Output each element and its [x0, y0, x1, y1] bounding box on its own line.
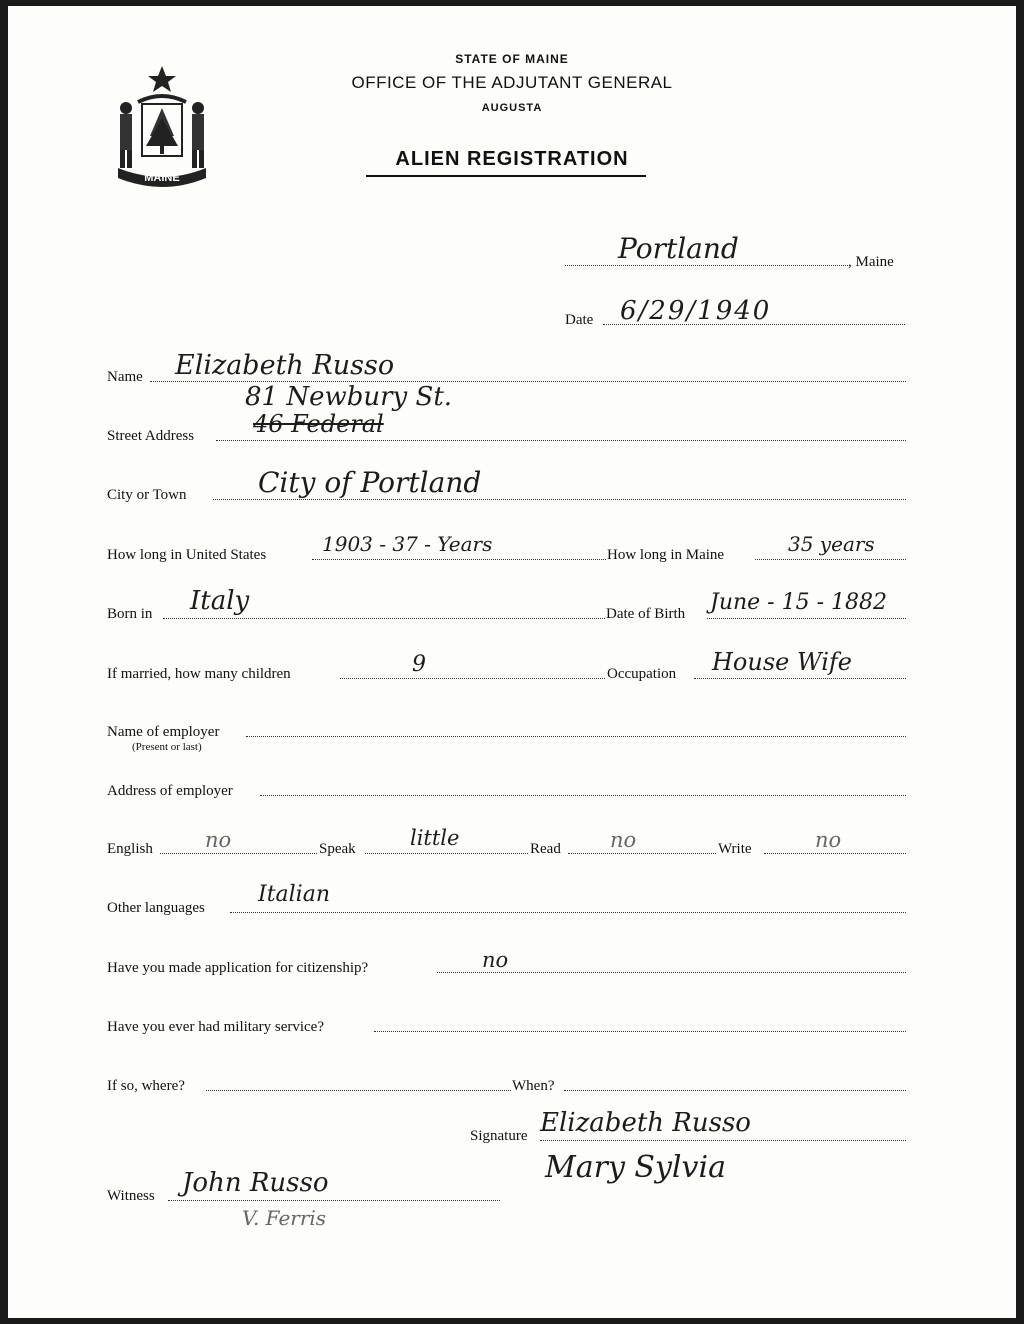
other-languages-line [230, 912, 906, 913]
read-label: Read [530, 841, 561, 857]
employer-address-line [260, 795, 906, 796]
when-line [564, 1090, 906, 1091]
write-line [764, 853, 906, 854]
state-heading: STATE OF MAINE [455, 52, 569, 66]
witness-line [168, 1200, 500, 1201]
city-line [213, 499, 906, 500]
read-value: no [610, 828, 637, 852]
place-value: Portland [618, 232, 739, 265]
employer-label: Name of employer [107, 724, 220, 740]
street-old-value: 46 Federal [253, 410, 384, 438]
english-label: English [107, 841, 153, 857]
military-line [374, 1031, 906, 1032]
witness-value: John Russo [182, 1168, 329, 1198]
where-line [206, 1090, 511, 1091]
how-long-me-value: 35 years [788, 532, 875, 556]
form-page [8, 6, 1016, 1318]
signature-value: Elizabeth Russo [540, 1108, 751, 1138]
name-label: Name [107, 369, 143, 385]
employer-line [246, 736, 906, 737]
dob-label: Date of Birth [606, 606, 686, 622]
citizenship-label: Have you made application for citizenship? [107, 960, 369, 976]
seal-banner-text: MAINE [144, 172, 180, 184]
other-languages-label: Other languages [107, 900, 205, 916]
how-long-me-label: How long in Maine [607, 547, 725, 563]
children-line [340, 678, 605, 679]
english-line [160, 853, 317, 854]
witness-value-2: V. Ferris [242, 1206, 327, 1230]
write-value: no [815, 828, 842, 852]
employer-address-label: Address of employer [107, 783, 233, 799]
date-value: 6/29/1940 [620, 296, 772, 326]
city-value: City of Portland [258, 466, 482, 499]
page-title: ALIEN REGISTRATION [395, 148, 629, 170]
how-long-us-line [312, 559, 606, 560]
born-in-line [163, 618, 605, 619]
name-value: Elizabeth Russo [175, 350, 395, 381]
dob-line [707, 618, 906, 619]
military-label: Have you ever had military service? [107, 1019, 324, 1035]
other-languages-value: Italian [258, 882, 331, 907]
occupation-value: House Wife [712, 648, 852, 676]
occupation-line [694, 678, 906, 679]
children-value: 9 [412, 652, 426, 677]
how-long-us-label: How long in United States [107, 547, 267, 563]
when-label: When? [512, 1078, 555, 1094]
street-label: Street Address [107, 428, 195, 444]
speak-value: little [410, 826, 460, 850]
born-in-value: Italy [190, 586, 250, 616]
title-underline [366, 175, 646, 177]
where-label: If so, where? [107, 1078, 185, 1094]
witness-label: Witness [107, 1188, 155, 1204]
street-new-value: 81 Newbury St. [245, 382, 453, 412]
write-label: Write [718, 841, 752, 857]
street-line [216, 440, 906, 441]
signature-value-2: Mary Sylvia [545, 1150, 726, 1185]
signature-line [540, 1140, 906, 1141]
dob-value: June - 15 - 1882 [710, 590, 887, 615]
city-heading: AUGUSTA [481, 102, 543, 114]
citizenship-line [437, 972, 906, 973]
maine-label: , Maine [848, 254, 894, 270]
city-label: City or Town [107, 487, 187, 503]
children-label: If married, how many children [107, 666, 291, 682]
read-line [568, 853, 716, 854]
signature-label: Signature [470, 1128, 528, 1144]
employer-sublabel: (Present or last) [132, 741, 202, 753]
how-long-us-value: 1903 - 37 - Years [322, 532, 493, 556]
how-long-me-line [755, 559, 906, 560]
occupation-label: Occupation [607, 666, 677, 682]
speak-line [365, 853, 528, 854]
speak-label: Speak [319, 841, 356, 857]
citizenship-value: no [482, 948, 509, 972]
date-label: Date [565, 312, 594, 328]
office-heading: OFFICE OF THE ADJUTANT GENERAL [351, 73, 673, 92]
place-line [565, 265, 848, 266]
born-in-label: Born in [107, 606, 153, 622]
english-value: no [205, 828, 232, 852]
